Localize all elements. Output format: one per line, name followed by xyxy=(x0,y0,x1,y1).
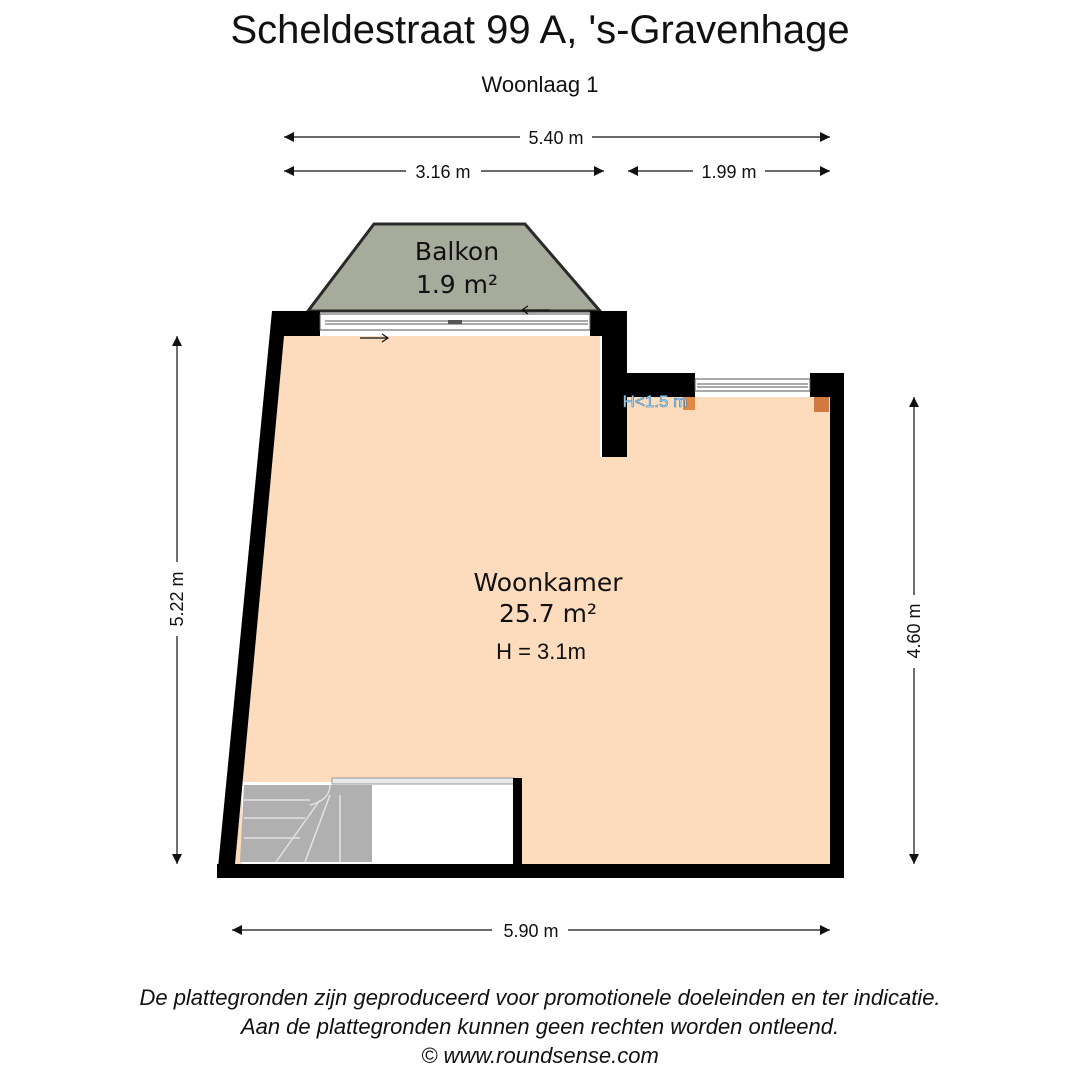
dimension-bottom-label: 5.90 m xyxy=(503,921,559,941)
disclaimer-line-2: Aan de plattegronden kunnen geen rechten worden ontleend. xyxy=(240,1014,840,1039)
dimension-left-label: 5.22 m xyxy=(167,571,187,627)
low-ceiling-label: H<1.5 m xyxy=(622,392,688,411)
plan-title: Scheldestraat 99 A, 's-Gravenhage xyxy=(230,8,850,52)
dimension-top-left-label: 3.16 m xyxy=(415,162,471,182)
woonkamer-height-label: H = 3.1m xyxy=(496,639,586,664)
balcony-sliding-door xyxy=(320,314,590,330)
woonkamer-name: Woonkamer xyxy=(473,568,623,597)
staircase xyxy=(240,785,372,862)
window xyxy=(695,379,810,391)
balcony-area-label: 1.9 m² xyxy=(415,270,499,299)
stair-railing xyxy=(332,778,514,784)
floor-level-label: Woonlaag 1 xyxy=(481,72,599,97)
woonkamer-area-label: 25.7 m² xyxy=(499,599,597,628)
dimension-right-label: 4.60 m xyxy=(904,603,924,659)
window-jamb xyxy=(814,397,829,412)
copyright-link[interactable]: © www.roundsense.com xyxy=(421,1043,659,1068)
dimension-top-total-label: 5.40 m xyxy=(528,128,584,148)
stair-partition-wall xyxy=(513,778,522,865)
balcony-name: Balkon xyxy=(414,237,500,266)
dimension-top-right-label: 1.99 m xyxy=(701,162,757,182)
disclaimer-line-1: De plattegronden zijn geproduceerd voor promotionele doeleinden en ter indicatie. xyxy=(139,985,941,1010)
